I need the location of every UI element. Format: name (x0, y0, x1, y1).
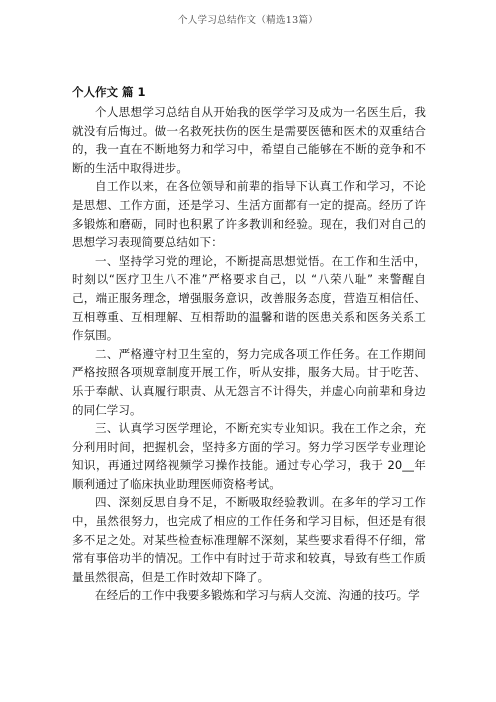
article-body (72, 103, 426, 605)
paragraph: 自工作以来，在各位领导和前辈的指导下认真工作和学习，不论是思想、工作方面，还是学习、生活方面都有一定的提高。经历了许多锻炼和磨砺，同时也积累了许多教训和经验。现在，我们对自己的思想学习表现简要总结如下： (72, 179, 426, 250)
paragraph: 在经后的工作中我要多锻炼和学习与病人交流、沟通的技巧。学 (95, 588, 420, 603)
paragraph: 二、严格遵守村卫生室的，努力完成各项工作任务。在工作期间严格按照各项规章制度开展工作，听从安排，服务大局。甘于吃苦、乐于奉献、认真履行职责、从无怨言不计得失，并虚心向前辈和身边的同仁学习。 (72, 346, 426, 417)
document-header: 个人学习总结作文（精选13篇） (177, 15, 319, 26)
paragraph: 一、坚持学习党的理论，不断提高思想觉悟。在工作和生活中，时刻以“医疗卫生八不准”严格要求自己，以 “八荣八耻” 来警醒自己，端正服务理念，增强服务意识，改善服务态度，营造互相信任、互相尊重、互相理解、互相帮助的温馨和谐的医患关系和医务关系工作氛围。 (72, 253, 426, 343)
paragraph: 三、认真学习医学理论，不断充实专业知识。我在工作之余，充分利用时间，把握机会，坚持多方面的学习。努力学习医学专业理论知识，再通过网络视频学习操作技能。通过专心学习，我于 20__年顺利通过了临床执业助理医师资格考试。 (72, 421, 426, 491)
paragraph: 四、深刻反思自身不足，不断吸取经验教训。在多年的学习工作中，虽然很努力，也完成了相应的工作任务和学习目标，但还是有很多不足之处。对某些检查标准理解不深刻，某些要求看得不仔细，常常有事倍功半的情况。工作中有时过于苛求和较真，导致有些工作质量虽然很高，但是工作时效却下降了。 (72, 495, 426, 584)
paragraph: 个人思想学习总结自从开始我的医学学习及成为一名医生后，我就没有后悔过。做一名救死扶伤的医生是需要医德和医术的双重结合的，我一直在不断地努力和学习中，希望自己能够在不断的竞争和不断的生活中取得进步。 (72, 105, 426, 175)
section-title: 个人作文 篇 1 (72, 85, 146, 99)
